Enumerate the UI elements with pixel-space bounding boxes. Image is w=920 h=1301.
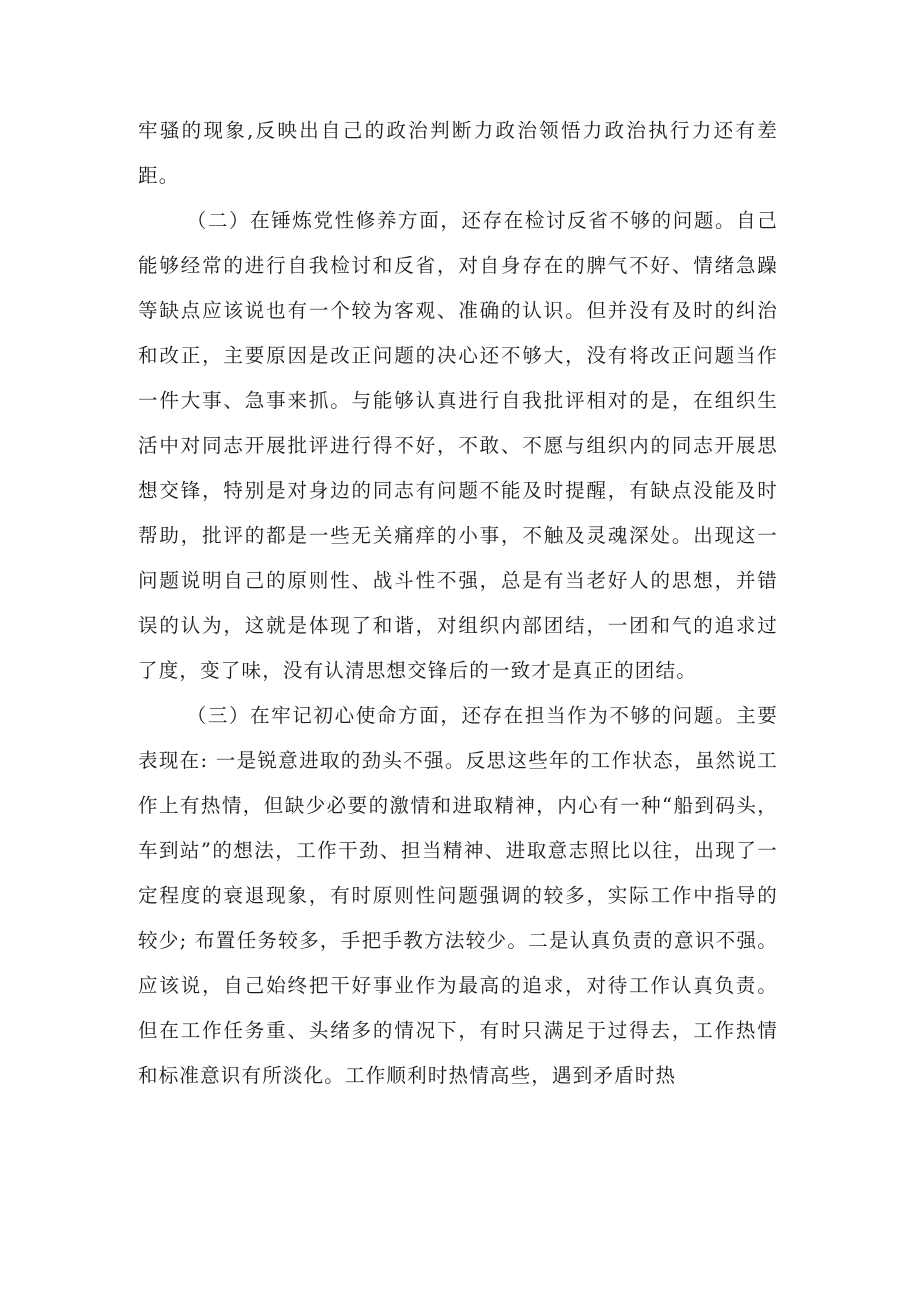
paragraph-section-three: （三）在牢记初心使命方面，还存在担当作为不够的问题。主要表现在: 一是锐意进取的劲头不强。反思这些年的工作状态，虽然说工作上有热情，但缺少必要的激情和进取精神，内心有一种“船到码头，车到站”的想法，工作干劲、担当精神、进取意志照比以往，出现了一定程度的衰退现象，有时原则性问题强调的较多，实际工作中指导的较少; 布置任务较多，手把手教方法较少。二是认真负责的意识不强。应该说，自己始终把干好事业作为最高的追求，对待工作认真负责。但在工作任务重、头绪多的情况下，有时只满足于过得去，工作热情和标准意识有所淡化。工作顺利时热情高些，遇到矛盾时热 bbox=[138, 704, 778, 1087]
paragraph-section-two: （二）在锤炼党性修养方面，还存在检讨反省不够的问题。自己能够经常的进行自我检讨和反省，对自身存在的脾气不好、情绪急躁等缺点应该说也有一个较为客观、准确的认识。但并没有及时的纠治和改正，主要原因是改正问题的决心还不够大，没有将改正问题当作一件大事、急事来抓。与能够认真进行自我批评相对的是，在组织生活中对同志开展批评进行得不好，不敢、不愿与组织内的同志开展思想交锋，特别是对身边的同志有问题不能及时提醒，有缺点没能及时帮助，批评的都是一些无关痛痒的小事，不触及灵魂深处。出现这一问题说明自己的原则性、战斗性不强，总是有当老好人的思想，并错误的认为，这就是体现了和谐，对组织内部团结，一团和气的追求过了度，变了味，没有认清思想交锋后的一致才是真正的团结。 bbox=[138, 209, 778, 682]
document-body bbox=[138, 108, 778, 1098]
paragraph-continuation: 牢骚的现象,反映出自己的政治判断力政治领悟力政治执行力还有差距。 bbox=[138, 119, 778, 187]
